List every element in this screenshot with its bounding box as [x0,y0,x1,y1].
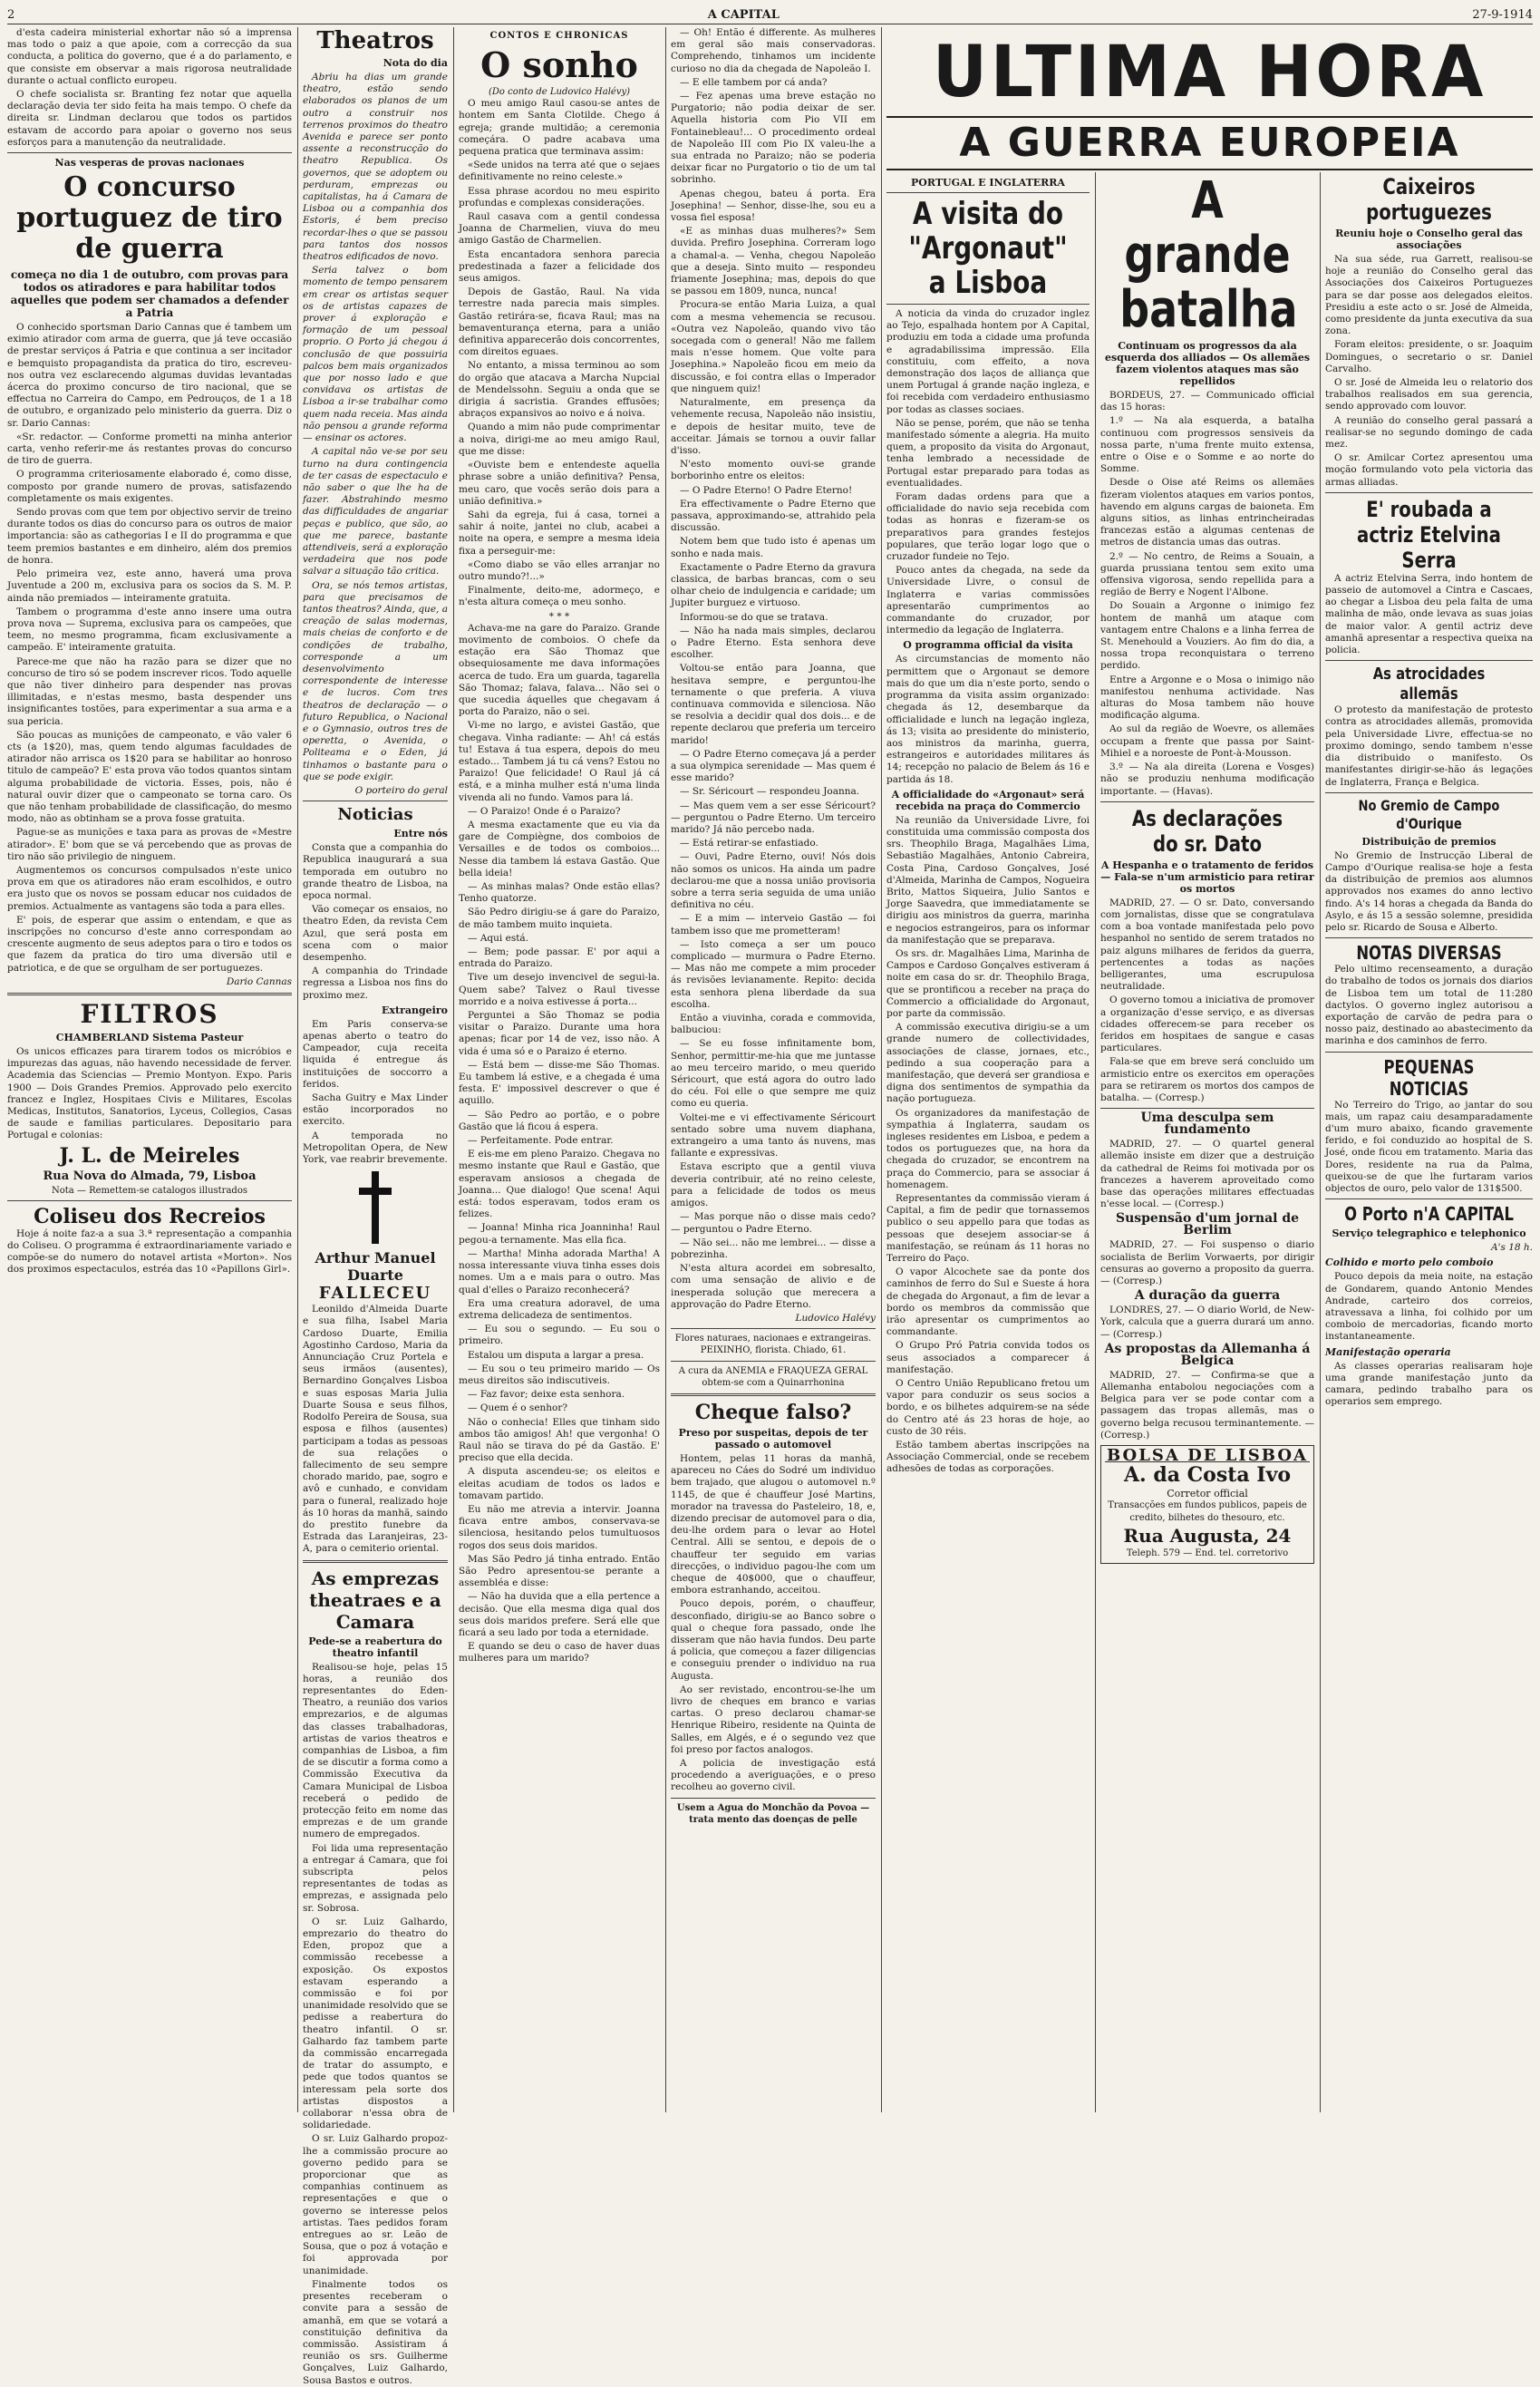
article-paragraph: — São Pedro ao portão, e o pobre Gastão que lá ficou á espera. [459,1109,660,1132]
obituary-title: FALLECEU [318,1284,432,1304]
article-paragraph: Vi-me no largo, e avistei Gastão, que chegava. Vinha radiante: — Ah! cá estás tu! Estava á tua espera, depois do meu estado... Tambem já tu cá vens? Estou no Paraizo! Que felicidade! O Raul já cá está, e a minha mulher está n'uma linda vivenda ali no fundo. Vamos para lá. [459,720,660,803]
article-paragraph: O Centro União Republicano fretou um vapor para conduzir os seus socios a bordo, e os bilhetes adquirem-se na séde do Centro até ás 23 horas de hoje, ao custo de 30 réis. [886,1378,1090,1437]
article-paragraph: Augmentemos os concursos compulsados n'este unico prova em que os atiradores não eram escolhidos, e outro era justo que os novos se possam educar nos cuidados de premios. Actualmente as vantagens são toda a para elles. [7,864,292,912]
article-paragraph: O sr. Amilcar Cortez apresentou uma moção formulando voto pela victoria das armas alliadas. [1325,452,1533,488]
column-2 [303,27,448,2386]
article-paragraph: — Mas quem vem a ser esse Séricourt? — perguntou o Padre Eterno. Um terceiro marido? Já não percebo nada. [671,800,876,835]
article-paragraph: Tambem o programma d'este anno insere uma outra prova nova — Suprema, exclusiva para os campeões, que teem, no mesmo programma, ficam exclusivamente a campeão. E' inteiramente gratuita. [7,606,292,654]
column-rule [1320,172,1321,2112]
subheadline: Pede-se a reabertura do theatro infantil [308,1635,442,1659]
article-paragraph: — E elle tambem por cá anda? [680,76,828,88]
ad-title: FILTROS [80,999,219,1029]
author-signature: O porteiro do geral [354,784,448,796]
article-paragraph: Achava-me na gare do Paraizo. Grande movimento de comboios. O chefe da estação era São Thomaz que obsequiosamente me dava informações acerca de tudo. Era um guarda, tagarella São Thomaz; falava, falava... Não sei o que sucedia áquelles que chegavam á porta do Paraizo, não o sei. [459,622,660,718]
article-paragraph: A capital não ve-se por seu turno na dura contingencia de ter casas de espectaculo e não saber o que lhe ha de fazer. Abstrahindo mesmo das difficuldades de angariar peças e publico, que são, ao que me parece, bastante attendiveis, será a exploração verdadeira que nos pode salvar a situação tão critica. [303,446,448,577]
section-head-theatros: Theatros [316,27,434,54]
article-paragraph: Exactamente o Padre Eterno da gravura classica, de barbas brancas, com o seu olhar cheio de indulgencia e caridade; um Jupiter burguez e virtuoso. [671,561,876,609]
divider [7,1200,292,1201]
headline: E' roubada a actriz Etelvina Serra [1357,496,1501,573]
article-paragraph: Essa phrase acordou no meu espirito profundas e complexas considerações. [459,185,660,209]
article-paragraph: Na sua séde, rua Garrett, realisou-se hoje a reunião do Conselho geral das Associações dos Caixeiros Portuguezes para se dar posse aos delegados eleitos. Presidiu a este acto o sr. José de Almeida, como presidente da junta executiva da sua zona. [1325,254,1533,337]
subhead: As propostas da Allemanha á Belgica [1104,1341,1311,1368]
article-paragraph: As circumstancias de momento não permittem que o Argonaut se demore mais do que um dia n'este porto, sendo o programma da visita assim organizado: chegada ás 12, desembarque da officialidade e lunch na legação ingleza, ás 13; visita ao presidente do ministerio, aos ministros da marinha, guerra, estrangeiros e autoridades militares ás 14; recepção no palacio de Belem ás 16 e partida ás 18. [886,654,1090,785]
ad-footnote: Nota — Remettem-se catalogos illustrados [52,1185,247,1196]
article-paragraph: Finalmente todos os presentes receberam o convite para a sessão de amanhã, em que se votará a constituição definitiva da commissão. Assistiram á reunião os srs. Guilherme Gonçalves, Luiz Galhardo, Sousa Bastos e outros. [303,2278,448,2386]
bolsa-desc: Transacções em fundos publicos, papeis de credito, bilhetes do thesouro, etc. [1108,1500,1307,1523]
article-paragraph: — Fez apenas uma breve estação no Purgatorio; não podia deixar de ser. Aquella historia com Pio VII em Fontainebleau!... O procedimento ordeal de Napoleão III com Pio IX valeu-lhe a sua entrada no Paraizo; não se poderia deixar ficar no Purgatorio o tio de um tal sobrinho. [671,91,876,186]
article-paragraph: — Faz favor; deixe esta senhora. [468,1389,625,1401]
article-paragraph: «Sr. redactor. — Conforme prometti na minha anterior carta, venho referir-me ás restantes provas do concurso de tiro de guerra. [7,431,292,467]
article-paragraph: — Isto começa a ser um pouco complicado — murmura o Padre Eterno. — Mas não me compete a mim proceder ás revisões levianamente. Repito: decida esta senhora plena liberdade da sua escolha. [671,938,876,1010]
article-paragraph: — Bem; pode passar. E' por aqui a entrada do Paraizo. [459,946,660,970]
article-paragraph: — Aqui está. [468,932,529,944]
article-paragraph: No Terreiro do Trigo, ao jantar do sou mais, um rapaz caiu desamparadamente d'um muro abaixo, ficando gravemente ferido, e foi conduzido ao hospital de S. José, onde ficou em tratamento. Maria das Dores, residente na rua da Palma, queixou-se de que lhe furtaram varios objectos de ouro, pelo valor de 131$500. [1325,1099,1533,1194]
article-paragraph: Pouco depois, porém, o chauffeur, desconfiado, dirigiu-se ao Banco sobre o qual o cheque fora passado, onde lhe disseram que não havia fundos. Deu parte á policia, que começou a fazer diligencias e conseguiu prender o individuo na rua Augusta. [671,1598,876,1682]
divider [1100,801,1314,802]
article-paragraph: — As minhas malas? Onde estão ellas? Tenho quatorze. [459,881,660,905]
subhead: A duração da guerra [1134,1288,1281,1304]
subheadline: A Hespanha e o tratamento de feridos — Fala-se n'um armisticio para retirar os mortos [1100,859,1314,895]
divider [671,1393,876,1396]
article-paragraph: Ao ser revistado, encontrou-se-lhe um livro de cheques em branco e varias cartas. O preso declarou chamar-se Henrique Ribeiro, residente na Quinta de Salles, em Algés, e é o segundo vez que foi preso por factos analogos. [671,1684,876,1755]
article-paragraph: — Não ha duvida que a ella pertence a decisão. Que ella mesma diga qual dos seus dois maridos prefere. Será elle que ficará a seu lado por toda a eternidade. [459,1591,660,1638]
article-paragraph: Desde o Oise até Reims os allemães fizeram violentos ataques em varios pontos, havendo em alguns cargas de baioneta. Em alguns sitios, as linhas entrincheiradas francezas estão a algumas centenas de metros de distancia umas das outras. [1100,477,1314,548]
column-1 [7,27,292,2112]
article-paragraph: — Está retirar-se enfastiado. [680,838,818,849]
article-paragraph: A noticia da vinda do cruzador inglez ao Tejo, espalhada hontem por A Capital, produziu em toda a cidade uma profunda e agradabilissima impressão. Ella constituiu, com effeito, a nova demonstração dos laços de alliança que unem Portugal á grande nação ingleza, e foi recebida com verdadeiro enthusiasmo por todas as classes sociaes. [886,308,1090,415]
section-label: CONTOS E CHRONICAS [489,31,629,41]
subhead: Entre nós [393,828,448,840]
subhead: Extrangeiro [382,1004,448,1016]
subhead: O programma official da visita [903,639,1073,652]
article-paragraph: — Perfeitamente. Pode entrar. [468,1135,614,1147]
article-paragraph: Ora, se nós temos artistas, para que precisamos de tantos theatros? Ainda, que, a creação de salas modernas, mais cheias de conforto e de condições de trabalho, corresponde a um desenvolvimento correspondente de interesse e de lucros. Com tres theatros de declaração — o futuro Republica, o Nacional e o Gymnasio, outros tres de operetta, o Avenida, o Politeama e o Eden, já tinhamos o bastante para o que se pode exigir. [303,579,448,782]
article-paragraph: Foram dadas ordens para que a officialidade do navio seja recebida com todas as honras e fizeram-se os preparativos para grandes festejos populares, que terão logar logo que o cruzador fundeie no Tejo. [886,491,1090,563]
headline: As emprezas theatraes e a Camara [309,1567,441,1633]
subhead: A officialidade do «Argonaut» será recebida na praça do Commercio [891,788,1085,812]
divider [7,993,292,995]
article-paragraph: — Não sei... não me lembrei... — disse a pobrezinha. [671,1237,876,1260]
article-paragraph: — Está bem — disse-me São Thomas. Eu tambem lá estive, e a chegada é uma festa. E' impossivel descrever o que é aquillo. [459,1059,660,1107]
article-paragraph: Do Souain a Argonne o inimigo fez hontem de manhã um ataque com vantagem entre Chalons e a linha ferrea de St. Menehould a Vouziers. Ao fim do dia, a nossa tropa reconquistara o terreno perdido. [1100,600,1314,672]
article-paragraph: «Sede unidos na terra até que o sejaes definitivamente no reino celeste.» [459,160,660,183]
article-paragraph: O protesto da manifestação de protesto contra as atrocidades allemãs, promovida pela Universidade Livre, effectua-se no proximo domingo, sendo tambem n'esse dia distribuido o manifesto. Os manifestantes dirigir-se-hão ás legações de Inglaterra, França e Belgica. [1325,704,1533,788]
article-paragraph: A actriz Etelvina Serra, indo hontem de passeio de automovel a Cintra e Cascaes, ao chegar a Lisboa deu pela falta de uma malinha de mão, onde levava as suas joias de maior valor. A gentil actriz deve amanhã apresentar a respectiva queixa na policia. [1325,572,1533,656]
column-rule [1095,172,1096,2112]
article-paragraph: Raul casava com a gentil condessa Joanna de Charmelien, viuva do meu amigo Gastão de Charmelien. [459,211,660,247]
bolsa-name: A. da Costa Ivo [1123,1463,1292,1488]
article-paragraph: — Joanna! Minha rica Joanninha! Raul pegou-a ternamente. Mas ella fica. [459,1222,660,1246]
author-signature: Dario Cannas [226,975,292,987]
column-5 [886,174,1090,2112]
headline: O Porto n'A CAPITAL [1344,1203,1514,1226]
divider [671,1361,876,1362]
article-paragraph: Era uma creatura adoravel, de uma extrema delicadeza de sentimentos. [459,1297,660,1321]
article-paragraph: Ao sul da região de Woevre, os allemães occupam a frente que passa por Saint-Mihiel e a noroeste de Pont-à-Mousson. [1100,723,1314,759]
bolsa-telephone: Teleph. 579 — End. tel. corretorivo [1126,1548,1289,1558]
article-paragraph: Voltei-me e vi effectivamente Séricourt sentado sobre uma nuvem diaphana, extrangeiro a uma tanto ás nuvens, mas fallante e expressivas. [671,1111,876,1160]
article-paragraph: Abriu ha dias um grande theatro, estão sendo elaborados os planos de um outro a construir nos terrenos proximos do theatro Avenida e parece ser ponto assente a reconstrucção do theatro Republica. Os governos, que se adoptem ou perduram, emprezas ou capitalistas, ha á Camara de Lisboa ou a companhia dos Estoris, é bem preciso recordar-lhes o que se passou para tantos dos nossos theatros edificados de novo. [303,72,448,263]
article-paragraph: Apenas chegou, bateu á porta. Era Josephina! — Senhor, disse-lhe, sou eu a vossa fiel esposa! [671,188,876,224]
divider [303,1560,448,1563]
article-paragraph: 3.º — Na ala direita (Lorena e Vosges) não se produziu nenhuma modificação importante. — (Havas). [1100,762,1314,797]
article-paragraph: O sr. Luiz Galhardo propoz-lhe a commissão procure ao governo pedido para se proporcionar que as companhias continuem as representações e que o governo se interesse pelos artistas. Taes pedidos foram entregues ao sr. Leão de Sousa, que o poz á votação e foi approvada por unanimidade. [303,2133,448,2276]
article-paragraph: Tive um desejo invencivel de segui-la. Quem sabe? Talvez o Raul tivesse morrido e a noiva estivesse á porta... [459,972,660,1007]
article-paragraph: Eu não me atrevia a intervir. Joanna ficava entre ambos, conservava-se silenciosa, hesitando pelos tumultuosos rogos dos seus dois maridos. [459,1503,660,1551]
article-paragraph: Não se pense, porém, que não se tenha manifestado sómente a alegria. Ha muito quem, a proposito da visita do Argonaut, tenha lembrado a necessidade de Portugal estar preparado para todas as eventualidades. [886,417,1090,489]
column-rule [453,27,454,2112]
subhead: Uma desculpa sem fundamento [1140,1111,1274,1138]
article-paragraph: Não o conhecia! Elles que tinham sido ambos tão amigos! Ah! que vergonha! O Raul não se tirava do pé da Gastão. E' preciso que ella decida. [459,1416,660,1464]
article-paragraph: Hoje á noite faz-a a sua 3.ª representação a companhia do Coliseu. O programma é extraordinariamente variado e compõe-se do numero do notavel artista «Morton». Nos dos proximos espectaculos, estréa das 10 «Papillons Girl». [7,1227,292,1276]
article-paragraph: Estalou um disputa a largar a presa. [468,1349,644,1361]
headline: O concurso portuguez de tiro de guerra [16,171,283,266]
bolsa-address: Rua Augusta, 24 [1123,1524,1292,1547]
headline: As atrocidades allemãs [1372,665,1486,704]
article-paragraph: Depois de Gastão, Raul. Na vida terrestre nada parecia mais simples. Gastão retirára-se, ficava Raul; mas na bemaventurança eterna, para a união definitiva apparecerão dois concorrentes, com direitos eguaes. [459,286,660,358]
article-paragraph: Foram eleitos: presidente, o sr. Joaquim Domingues, o secretario o sr. Daniel Carvalho. [1325,339,1533,374]
article-paragraph: N'esta altura acordei em sobresalto, com uma sensação de alivio e de inesperada solução que merecera a approvação do Padre Eterno. [671,1263,876,1310]
divider [1325,1052,1533,1053]
article-paragraph: Mas São Pedro já tinha entrado. Então São Pedro apresentou-se perante a assembléa e disse: [459,1553,660,1589]
news-item: A temporada no Metropolitan Opera, de New York, vae reabrir brevemente. [303,1130,448,1166]
article-paragraph: Hontem, pelas 11 horas da manhã, apareceu no Cáes do Sodré um individuo bem trajado, que alugou o automovel n.º 1145, de que é chauffeur José Martins, morador na travessa do Pasteleiro, 18, e, dizendo precisar de automovel para o dia, deu-lhe ordem para o levar ao Hotel Central. Alli se sentou, e depois de o chauffeur ter seguido em varias direcções, o individuo pagou-lhe com um cheque de 40$000, que o chauffeur, embora estranhando, acceitou. [671,1452,876,1596]
divider [671,1798,876,1799]
column-6 [1100,171,1314,2112]
article-paragraph: As classes operarias realisaram hoje uma grande manifestação junto da camara, pedindo trabalho para os operarios sem emprego. [1325,1360,1533,1408]
section-label: Nas vesperas de provas nacionaes [54,157,245,170]
headline: Caixeiros portuguezes [1366,174,1492,225]
obituary-name: Arthur Manuel Duarte [315,1249,436,1285]
article-paragraph: Pouco antes da chegada, na sede da Universidade Livre, o consul de Inglaterra e varias commissões apresentarão cumprimentos ao commandante do cruzador, por intermedio da legação de Inglaterra. [886,565,1090,636]
article-paragraph: — Se eu fosse infinitamente bom, Senhor, permittir-me-hia que me juntasse ao meu terceiro marido, o meu querido Séricourt, que está agora do outro lado do céu. Foi elle o que sempre me quiz como eu queria. [671,1038,876,1110]
divider [886,304,1090,305]
article-paragraph: O programma criteriosamente elaborado é, como disse, composto por grande numero de provas, satisfazendo completamente os mais exigentes. [7,469,292,504]
article-paragraph: A commissão executiva dirigiu-se a um grande numero de collectividades, associações de classe, jornaes, etc., pedindo a sua cooperação para a manifestação, que deverá ser grandiosa e digna dos sentimentos de sympathia da nação portugueza. [886,1022,1090,1105]
article-paragraph: Entre a Argonne e o Mosa o inimigo não manifestou nenhuma actividade. Nas alturas do Mosa tambem não houve modificação alguma. [1100,674,1314,722]
article-paragraph: Naturalmente, em presença da vehemente recusa, Napoleão não insistiu, e depois de hesitar muito, teve de acceitar. Jámais se tornou a ouvir fallar d'isso. [671,397,876,456]
florist-ad: Flores naturaes, nacionaes e extrangeiras. PEIXINHO, florista. Chiado, 61. [674,1334,872,1356]
article-paragraph: No entanto, a missa terminou ao som do orgão que atacava a Marcha Nupcial de Mendelssohn. Seguiu a onda que se dirigia á sacristia. Grandes effusões; abraços expansivos ao noivo e á noiva. [459,360,660,420]
page-number: 2 [7,7,15,22]
article-paragraph: N'esto momento ouvi-se grande borborinho entre os eleitos: [671,459,876,482]
article-paragraph: Estava escripto que a gentil viuva deveria contribuir, até no reino celeste, para a felicidade de todos os meus amigos. [671,1161,876,1209]
time-stamp: A's 18 h. [1491,1242,1533,1254]
article-paragraph: O sr. Luiz Galhardo, emprezario do theatro do Eden, propoz que a commissão recebesse a exposição. Os expostos estavam esperando a commissão e foi por unanimidade resolvido que se pedisse a reabertura do theatro infantil. O sr. Galhardo faz tambem parte da commissão encarregada de tratar do assumpto, e pede que todos quantos se interessam pela sorte dos artistas dispostos a collaborar n'essa obra de solidariedade. [303,1916,448,2131]
subheadline: começa no dia 1 de outubro, com provas para todos os atiradores e para habilitar todos aquelles que podem ser chamados a defender a Patria [10,268,289,320]
article-paragraph: MADRID, 27. — Foi suspenso o diario socialista de Berlim Vorwaerts, por dirigir censuras ao governo a proposito da guerra. — (Corresp.) [1100,1239,1314,1286]
headline: O sonho [480,44,638,85]
article-paragraph: Notem bem que tudo isto é apenas um sonho e nada mais. [671,536,876,559]
noticias-head: Noticias [337,805,413,825]
divider [1325,792,1533,793]
newspaper-name: A CAPITAL [707,7,780,22]
headline: NOTAS DIVERSAS [1356,942,1502,965]
article-paragraph: «E as minhas duas mulheres?» Sem duvida. Prefiro Josephina. Correram logo a chamal-a. — Venha, chegou Napoleão que a deseja. Sinto muito — respondeu friamente Josephina; mas, depois do que se passou em 1809, nunca, nunca! [671,226,876,297]
article-paragraph: — Eu sou o teu primeiro marido — Os meus direitos são indiscutiveis. [459,1363,660,1386]
article-paragraph: — O Padre Eterno! O Padre Eterno! [680,484,853,496]
article-paragraph: MADRID, 27. — O quartel general allemão insiste em dizer que a destruição da cathedral de Reims foi motivada por os francezes a haverem aproveitado como base das operações militares effectuadas n'esse local. — (Corresp.) [1100,1139,1314,1210]
article-paragraph: Foi lida uma representação a entregar á Camara, que foi subscripta pelos representantes de todas as emprezas, e assignada pelo sr. Sobrosa. [303,1842,448,1914]
byline: (Do conto de Ludovico Halévy) [488,87,631,97]
column-rule [881,27,882,2112]
article-paragraph: Realisou-se hoje, pelas 15 horas, a reunião dos representantes do Eden-Theatro, a reunião dos varios emprezarios, e de algumas das classes trabalhadoras, artistas de varios theatros e companhias de Lisboa, a fim de se discutir a forma como a Commissão Executiva da Camara Municipal de Lisboa receberá o pedido de protecção feito em nome das emprezas e de um grande numero de empregados. [303,1661,448,1840]
article-paragraph: Sahi da egreja, fui á casa, tornei a sahir á noite, jantei no club, acabei a noite na opera, e sempre a mesma ideia fixa a perseguir-me: [459,509,660,557]
article-paragraph: «Como diabo se vão elles arranjar no outro mundo?!...» [459,558,660,582]
column-3 [459,27,660,2112]
article-paragraph: Informou-se do que se tratava. [680,611,828,623]
news-item: Vão começar os ensaios, no theatro Eden, da revista Cem Azul, que será posta em scena com o maior desempenho. [303,904,448,964]
article-paragraph: — Mas porque não o disse mais cedo? — perguntou o Padre Eterno. [671,1211,876,1235]
headline: A visita do "Argonaut" a Lisboa [908,196,1068,301]
article-paragraph: «Ouviste bem e entendeste aquella phrase sobre a união definitiva? Pensa, meu caro, que vocês serão dois para a união definitiva.» [459,460,660,507]
article-paragraph: A policia de investigação está procedendo a averiguações, e o preso recolheu ao governo civil. [671,1758,876,1793]
coliseu-title: Coliseu dos Recreios [34,1204,266,1228]
article-paragraph: — Sr. Séricourt — respondeu Joanna. [680,786,860,798]
article-paragraph: O vapor Alcochete sae da ponte dos caminhos de ferro do Sul e Sueste á hora de chegada do Argonaut, a fim de levar a bordo os membros da commissão que irão apresentar os cumprimentos ao commandante. [886,1266,1090,1338]
article-paragraph: — Eu sou o segundo. — Eu sou o primeiro. [459,1324,660,1347]
article-paragraph: São Pedro dirigiu-se á gare do Paraizo, de mão tambem muito inquieta. [459,907,660,930]
column-7 [1325,174,1533,2112]
article-paragraph: Finalmente, deito-me, adormeço, e n'esta altura começa o meu sonho. [459,585,660,608]
obituary-body: Leonildo d'Almeida Duarte e sua filha, Isabel Maria Cardoso Duarte, Emilia Agostinho Cardoso, Maria da Annunciação Cruz Portela e seus irmãos (ausentes), Bernardino Gonçalves Lisboa e suas esposas Maria Julia Duarte Sousa e seus filhos, Rodolfo Pereira de Sousa, sua esposa e filhos (ausentes) participam a todas as pessoas de sua relações o fallecimento de seu sempre chorado marido, pae, sogro e avô e cunhado, e convidam para o funeral, realizado hoje ás 10 horas da manhã, saindo do prestito funebre da Estrada das Laranjeiras, 23-A, para o cemiterio oriental. [303,1304,448,1555]
medicine-ad: A cura da ANEMIA e FRAQUEZA GERAL obtem-se com a Quinarrhonina [678,1365,868,1388]
article-paragraph: — O Paraizo! Onde é o Paraizo? [468,805,621,817]
article-paragraph: O chefe socialista sr. Branting fez notar que aquella declaração devia ter sido feita ha mais tempo. O chefe da direita sr. Lindman declarou que todos os partidos estavam de accordo para apoiar o governo nos seus esforços para a manutenção da neutralidade. [7,89,292,148]
ad-brand: CHAMBERLAND Sistema Pasteur [55,1032,244,1043]
article-paragraph: No Gremio de Instrucção Liberal de Campo d'Ourique realisa-se hoje a festa da distribuição de premios aos alumnos approvados nos exames do anno lectivo findo. A's 14 horas a chegada da Banda do Asylo, e ás 15 a sessão solemne, presidida pelo sr. Ricardo de Sousa e Alberto. [1325,849,1533,933]
article-paragraph: O sr. José de Almeida leu o relatorio dos trabalhos realisados em sua gerencia, sendo approvado com louvor. [1325,377,1533,412]
article-paragraph: MADRID, 27. — Confirma-se que a Allemanha entabolou negociações com a Belgica para ver se pode contar com a passagem das tropas allemãs, mas o governo belga recusou terminantemente. — (Corresp.) [1100,1369,1314,1441]
article-paragraph: LONDRES, 27. — O diario World, de New-York, calcula que a guerra durará um anno. — (Corresp.) [1100,1305,1314,1340]
news-item: Consta que a companhia do Republica inaugurará a sua temporada em outubro no grande theatro de Lisboa, na epoca normal. [303,842,448,901]
article-paragraph: — Martha! Minha adorada Martha! A nossa interessante viuva tinha esses dois nomes. Um a e mais para o outro. Mas qual d'elles o Paraizo reconhecerá? [459,1247,660,1295]
subhead: Nota do dia [383,57,448,69]
article-paragraph: — Quem é o senhor? [468,1402,568,1414]
article-paragraph: A disputa ascendeu-se; os eleitos e eleitas acudiam de todos os lados e tomavam partido. [459,1466,660,1501]
column-rule [297,27,298,2112]
article-paragraph: O conhecido sportsman Dario Cannas que é tambem um eximio atirador com arma de guerra, que já teve occasião de prestar serviços á Patria e que continua a ser incitador e bemquisto propagandista da pratica do tiro, escreveu-nos outra vez esclarecendo algumas duvidas levantadas ácerca do proximo concurso de tiro nacional, que se effectua no Carreira do Campo, em Pedrouços, de 1 a 18 de outubro, e organizado pelo ministerio da guerra. Diz o sr. Dario Cannas: [7,322,292,429]
article-paragraph: Os srs. dr. Magalhães Lima, Marinha de Campos e Cardoso Gonçalves estiveram á noite em casa do sr. dr. Theophilo Braga, que se prontificou a receber na praça do Commercio a officialidade do Argonaut, por parte da commissão. [886,947,1090,1019]
article-paragraph: Sendo provas com que tem por objectivo servir de treino durante todos os dias do concurso para os outros de maior importancia: são as cathegorias I e II do programma e que teem premios bastantes e em dinheiro, além dos premios de honra. [7,507,292,566]
ad-body: Os unicos efficazes para tirarem todos os micróbios e impurezas das aguas, não havendo necessidade de ferver. Academia das Sciencias — Premio Montyon. Expo. Paris 1900 — Dois Grandes Premios. Approvado pelo exercito francez e Inglez, Hospitaes Civis e Militares, Escolas Medicas, Institutos, Sanatorios, Lyceus, Collegios, Casas de saude e familias particulares. Depositario para Portugal e colonias: [7,1046,292,1141]
divider [1325,937,1533,938]
column-4 [671,27,876,2112]
column-rule [665,27,666,2112]
news-item: Em Paris conserva-se apenas aberto o teatro do Campeador, cuja receita liquida é entregue ás instituições de soccorro a feridos. [303,1018,448,1090]
divider [1325,660,1533,661]
article-paragraph: BORDEUS, 27. — Communicado official das 15 horas: [1100,390,1314,413]
article-paragraph: — Ouvi, Padre Eterno, ouvi! Nós dois não somos os unicos. Ha ainda um padre declarou-me que a nossa união provisoria sobre a terra seria seguida de uma união definitiva no céu. [671,851,876,911]
article-paragraph: 1.º — Na ala esquerda, a batalha continuou com progressos sensiveis da nossa parte, n'uma frente muito extensa, entre o Oise e o Somme e ao norte do Somme. [1100,415,1314,475]
article-paragraph: — O Padre Eterno começava já a perder a sua olympica serenidade — Mas quem é esse marido? [671,748,876,784]
bolsa-role: Corretor official [1167,1488,1248,1500]
headline: PEQUENAS NOTICIAS [1383,1055,1475,1100]
article-paragraph: Na reunião da Universidade Livre, foi constituida uma commissão composta dos srs. Theophilo Braga, Magalhães Lima, Sebastião Magalhães, Antonio Cabreira, Costa Pina, Cardoso Gonçalves, José d'Almeida, Marinha de Campos, Nogueira Brito, Mattos Siqueira, Julio Santos e Jorge Saavedra, que immediatamente se dirigiu aos ministros da guerra, marinha e negocios estrangeiros, para os informar da manifestação que se preparava. [886,814,1090,946]
divider [1100,1108,1314,1109]
subheadline: Serviço telegraphico e telephonico [1332,1227,1526,1240]
article-paragraph: O governo tomou a iniciativa de promover a organização d'esse serviço, e as diversas cidades offerecem-se para receber os feridos em hospitaes de sangue e casas particulares. [1100,995,1314,1054]
article-paragraph: Pague-se as munições e taxa para as provas de «Mestre atirador». E' bom que se vá percebendo que as provas de tiro não são privilegio de ninguem. [7,827,292,862]
subhead: Manifestação operaria [1325,1345,1451,1358]
article-paragraph: A reunião do conselho geral passará a realisar-se no segundo domingo de cada mez. [1325,414,1533,451]
article-paragraph: Pelo primeira vez, este anno, haverá uma prova Juventude a 200 m, exclusiva para os socios da S. M. P. ainda não premiados — inteiramente gratuita. [7,568,292,604]
article-paragraph: Perguntei a São Thomaz se podia visitar o Paraizo. Durante uma hora apenas; ficar por 14 de vez, isso não. A vida é uma só e o Paraizo é eterno. [459,1010,660,1057]
issue-date: 27-9-1914 [1472,7,1533,22]
headline: A grande batalha [1119,171,1298,339]
water-ad: Usem a Agua do Monchão da Povoa — trata mento das doenças de pelle [676,1802,870,1825]
ad-address: Rua Nova do Almada, 79, Lisboa [43,1169,257,1183]
headline: As declarações do sr. Dato [1131,805,1283,857]
article-paragraph: Representantes da commissão vieram á Capital, a fim de pedir que tornassemos publico o seu appello para que todas as pessoas que desejem associar-se á manifestação, se reúnam ás 11 horas no Terreiro do Paço. [886,1193,1090,1265]
article-paragraph: Voltou-se então para Joanna, que hesitava sempre, e perguntou-lhe ternamente o que preferia. A viuva continuava commovida e silenciosa. Não se resolvia a decidir qual dos dois... e de repente declarou que preferia um terceiro marido! [671,663,876,746]
article-paragraph: — Oh! Então é differente. As mulheres em geral são mais conservadoras. Comprehendo, tinhamos um incidente curioso no dia da chegada de Napoleão I. [671,27,876,74]
article-paragraph: Fala-se que em breve será concluido um armisticio entre os exercitos em operações para se retirarem os mortos dos campos de batalha. — (Corresp.) [1100,1056,1314,1103]
subheadline: Preso por suspeitas, depois de ter passado o automovel [678,1426,868,1451]
article-paragraph: E quando se deu o caso de haver duas mulheres para um marido? [459,1641,660,1664]
article-paragraph: 2.º — No centro, de Reims a Souain, a guarda prussiana tentou sem exito uma offensiva vigorosa, sendo repellida para a região de Berry e Nogent l'Albone. [1100,550,1314,598]
article-paragraph: d'esta cadeira ministerial exhortar não só a imprensa mas todo o paiz a que apoie, com a correcção da sua conducta, a politica do governo, que é a do parlamento, e que consiste em observar a mais rigorosa neutralidade durante o actual conflicto europeu. [7,27,292,86]
subheadline: Reuniu hoje o Conselho geral das associações [1335,228,1523,251]
divider [1325,1198,1533,1199]
guerra-banner: A GUERRA EUROPEIA [886,116,1533,170]
news-item: A companhia do Trindade regressa a Lisboa nos fins do proximo mez. [303,965,448,1001]
article-paragraph: Estão tambem abertas inscripções na Associação Commercial, onde se recebem adhesões de todas as corporações. [886,1440,1090,1475]
article-paragraph: São poucas as munições de campeonato, e vão valer 6 cts (a 1$20), mas, quem tendo algumas faculdades de atirador não arrisca os 1$20 para se habilitar ao honroso titulo de campeão? E' esta prova vão todos quantos sintam alguma probabilidade de victoria. Esses, pois, não é natural ouvir dizer que o campeonato se torna caro. Os que não tenham probabilidade de classificação, do mesmo modo, não as obtinham se a prova fosse gratuita. [7,729,292,825]
article-paragraph: Era effectivamente o Padre Eterno que passava, approximando-se, attrahido pela discussão. [671,498,876,534]
section-label: PORTUGAL E INGLATERRA [911,177,1065,189]
divider [671,1328,876,1329]
ad-dealer: J. L. de Meireles [59,1143,240,1168]
article-paragraph: O meu amigo Raul casou-se antes de hontem em Santa Clotilde. Chego á egreja; grande multidão; a ceremonia começára. O padre acabava uma pequena pratica que terminava assim: [459,98,660,158]
ultima-hora-masthead: ULTIMA HORA [932,32,1487,113]
subhead: Suspensão d'um jornal de Berlim [1115,1211,1300,1238]
article-paragraph: O Grupo Pró Patria convida todos os seus associados a comparecer á manifestação. [886,1340,1090,1375]
divider [886,192,1090,193]
article-paragraph: — E a mim — interveio Gastão — foi tambem isso que me prometteram! [671,913,876,936]
article-paragraph: Parece-me que não ha razão para se dizer que no concurso de tiro só se podem inscrever ricos. Todo aquelle que não tiver dinheiro para despender nas provas illimitadas, e n'estas mesmo, basta despender uns insignificantes tostões, para experimentar a sua arma e a sua pericia. [7,655,292,727]
author-signature: Ludovico Halévy [795,1312,876,1324]
cross-icon [359,1171,392,1244]
news-item: Sacha Guitry e Max Linder estão incorporados no exercito. [303,1092,448,1128]
bolsa-title: BOLSA DE LISBOA [1105,1450,1310,1462]
separator-stars: * * * [548,610,570,622]
article-paragraph: MADRID, 27. — O sr. Dato, conversando com jornalistas, disse que se congratulava com a boa vontade manifestada pelo povo hespanhol no sentido de serem tratados no paiz alguns milhares de feridos da guerra, pertencentes a todas as nações belligerantes, uma escrupulosa neutralidade. [1100,897,1314,993]
subhead: Colhido e morto pelo comboio [1325,1257,1494,1269]
article-paragraph: — Não ha nada mais simples, declarou o Padre Eterno. Esta senhora deve escolher. [671,625,876,661]
article-paragraph: A mesma exactamente que eu via da gare de Compiègne, dos comboios de Versailles e de todos os comboios... Nesse dia tambem lá estava Gastão. Que bella ideia! [459,819,660,878]
subheadline: Distribuição de premios [1361,835,1496,848]
article-paragraph: E' pois, de esperar que assim o entendam, e que as inscripções no concurso d'este anno correspondam ao crescente augmento de seus adeptos para o tiro e todos os que fazem da pratica do tiro uma diversão util e patriotica, e de que se orgulham de ser portuguezes. [7,914,292,974]
article-paragraph: Esta encantadora senhora parecia predestinada a fazer a felicidade dos seus amigos. [459,248,660,285]
headline: Cheque falso? [694,1400,852,1424]
article-paragraph: Procura-se então Maria Luiza, a qual com a mesma vehemencia se recusou. «Outra vez Napoleão, quando vivo tão socegada com o general! Não me fallem mais n'esse homem. Que volte para Josephina.» Napoleão ficou em meio da discussão, e foi contra ellas o Imperador que ninguem quiz! [671,299,876,394]
article-paragraph: Pelo ultimo recenseamento, a duração do trabalho de todos os jornais dos diarios de Lisboa tem um total de 11:280 dactylos. O governo inglez autorisou a exportação de carvão de pedra para o nosso paiz, destinado ao abastecimento da marinha e dos caminhos de ferro. [1325,964,1533,1047]
article-paragraph: Então a viuvinha, corada e commovida, balbuciou: [671,1013,876,1036]
headline: No Gremio de Campo d'Ourique [1358,796,1500,832]
article-paragraph: Seria talvez o bom momento de tempo pensarem em crear os artistas sequer os de artistas capazes de prover á exploração e formação de um pessoal proprio. O Porto já chegou á conclusão de que possuiria palcos bem mais organizados que por nosso lado e que convidava os artistas de Lisboa a ir-se trabalhar como quem nada receia. Mas ainda não pensou a grande reforma — ensinar os actores. [303,265,448,444]
bolsa-ad [1100,1445,1314,1564]
article-paragraph: Pouco depois da meia noite, na estação de Gondarem, quando Antonio Mendes Andrade, carteiro dos correios, atravessava a linha, foi colhido por um comboio de mercadorias, ficando morto instantaneamente. [1325,1271,1533,1343]
divider [7,152,292,153]
article-paragraph: Os organizadores da manifestação de sympathia á Inglaterra, saudam os ingleses residentes em Lisboa, e pedem a todos os portuguezes que, na hora da chegada do cruzador, se encontrem na praça do Commercio, para se associar á homenagem. [886,1107,1090,1190]
article-paragraph: Quando a mim não pude comprimentar a noiva, dirigi-me ao meu amigo Raul, que me disse: [459,422,660,457]
divider [1325,492,1533,493]
article-paragraph: E eis-me em pleno Paraizo. Chegava no mesmo instante que Raul e Gastão, que esperavam ansiosos a chegada de Joanna... Que dialogo! Que scena! Aqui está: todos esperavam, todos eram os felizes. [459,1149,660,1220]
subheadline: Continuam os progressos da ala esquerda dos alliados — Os allemães fazem violentos ataques mas são repellidos [1104,340,1311,387]
top-rule [7,5,1533,24]
